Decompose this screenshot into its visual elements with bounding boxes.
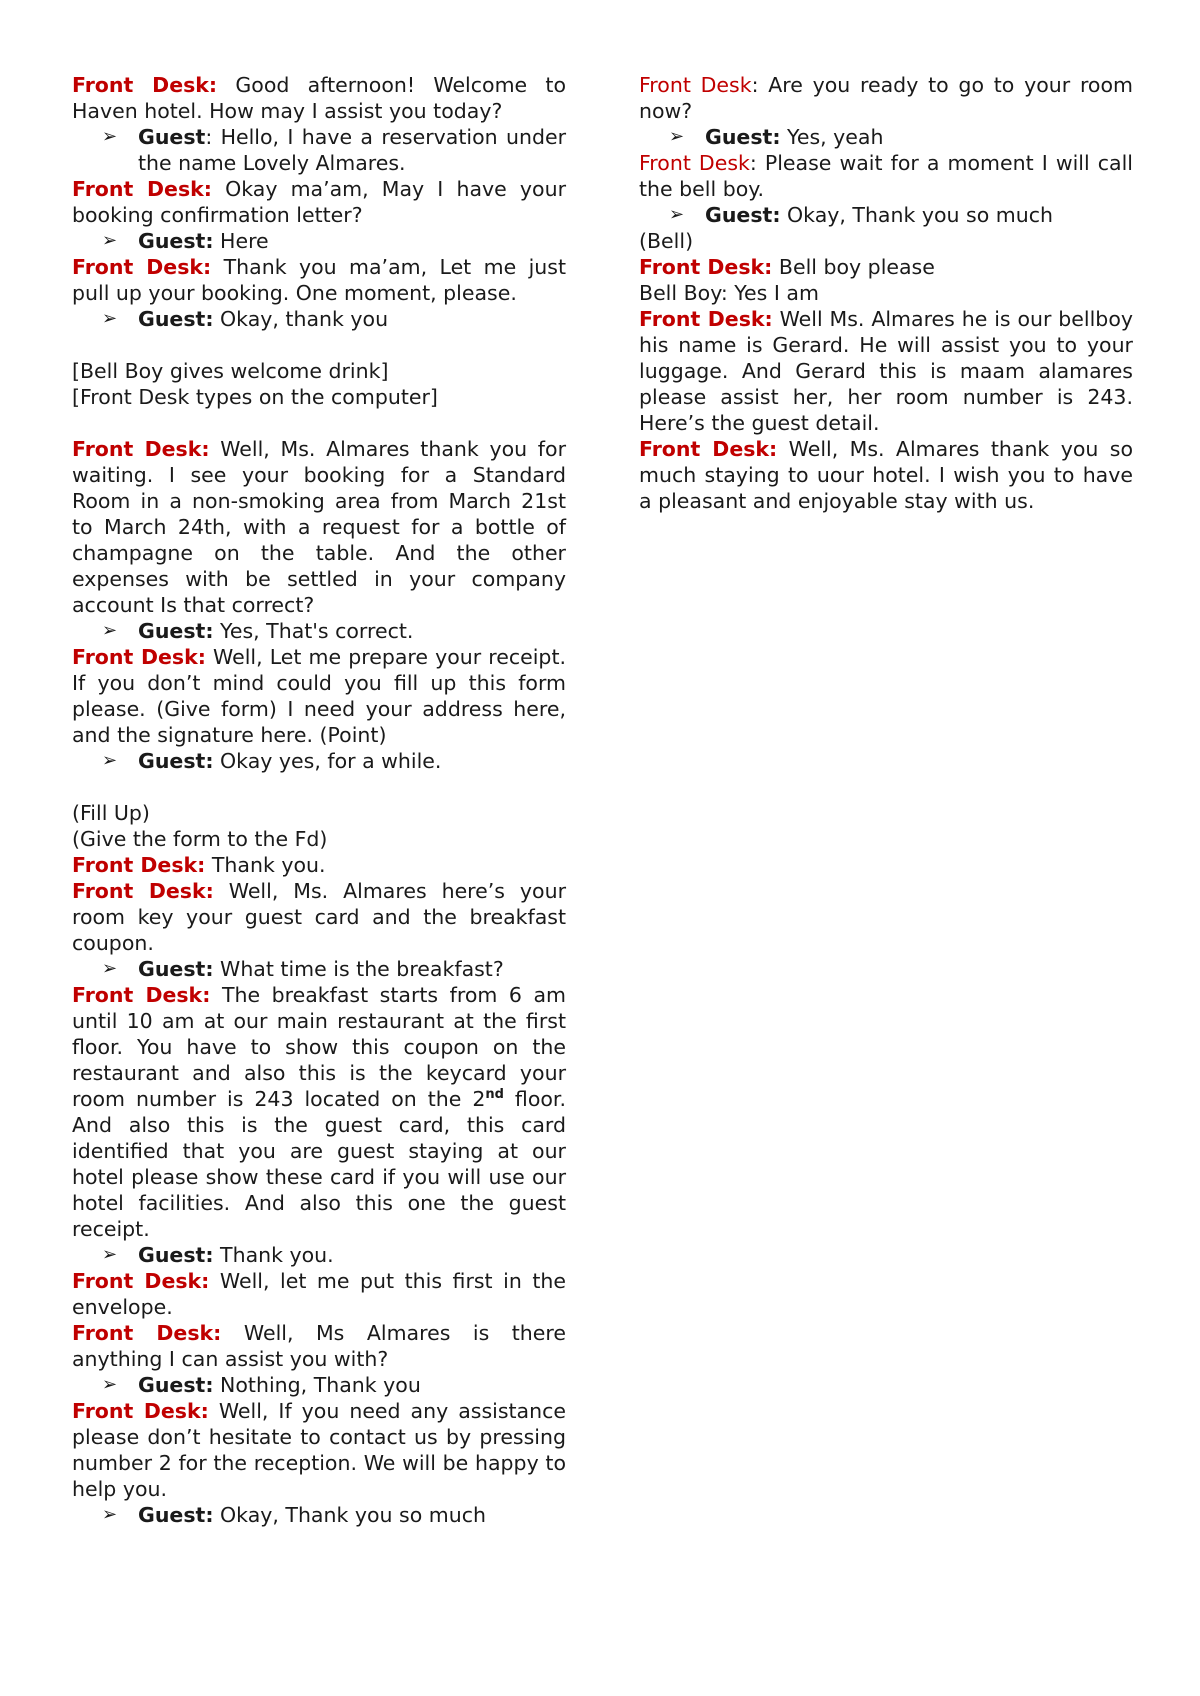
guest-line [72,1502,566,1528]
front-desk-line [639,150,1133,202]
stage-direction: Bell Boy: Yes I am [639,281,819,305]
front-desk-text: : Are you ready to go to your room now? [639,73,1133,123]
arrow-bullet-icon: ➢ [102,620,118,641]
front-desk-line [72,1320,566,1372]
guest-text: : Hello, I have a reservation under the name Lovely Almares. [138,125,566,175]
front-desk-speaker: Front Desk: [72,437,210,461]
left-column [72,72,566,1528]
guest-text: Okay, Thank you so much [213,1503,487,1527]
blank-line [72,774,566,800]
front-desk-speaker: Front Desk: [72,1399,209,1423]
front-desk-speaker: Front Desk [639,73,752,97]
front-desk-text: Well, Ms Almares is there anything I can assist you with? [72,1321,567,1371]
guest-line [72,124,566,176]
arrow-bullet-icon: ➢ [669,204,685,225]
guest-text: Okay yes, for a while. [213,749,442,773]
arrow-bullet-icon: ➢ [102,1374,118,1395]
guest-line [72,748,566,774]
stage-direction: (Fill Up) [72,801,150,825]
arrow-bullet-icon: ➢ [102,126,118,147]
front-desk-text: Thank you ma’am, Let me just pull up your booking. One moment, please. [72,255,566,305]
front-desk-text: Thank you. [205,853,326,877]
arrow-bullet-icon: ➢ [102,958,118,979]
arrow-bullet-icon: ➢ [669,126,685,147]
front-desk-speaker: Front Desk: [72,1321,222,1345]
front-desk-line [72,1398,566,1502]
front-desk-text: Bell boy please [772,255,935,279]
guest-text: Here [213,229,269,253]
front-desk-speaker: Front Desk: [72,73,218,97]
front-desk-speaker: Front Desk: [72,879,214,903]
stage-direction: [Front Desk types on the computer] [72,385,438,409]
guest-line [639,124,1133,150]
right-column [639,72,1133,514]
front-desk-line [72,852,566,878]
arrow-bullet-icon: ➢ [102,750,118,771]
arrow-bullet-icon: ➢ [102,1244,118,1265]
front-desk-speaker: Front Desk: [72,255,212,279]
front-desk-text: Good afternoon! Welcome to Haven hotel. How may I assist you today? [72,73,567,123]
guest-speaker: Guest: [138,619,214,643]
front-desk-line [639,254,1133,280]
front-desk-text: Well, Ms. Almares thank you so much staying to uour hotel. I wish you to have a pleasant and enjoyable stay with us. [639,437,1133,513]
front-desk-line [72,436,566,618]
guest-line [72,1372,566,1398]
guest-speaker: Guest: [138,1373,214,1397]
guest-speaker: Guest [138,125,206,149]
front-desk-text: The breakfast starts from 6 am until 10 am at our main restaurant at the first floor. You have to show this coupon on the restaurant and also this is the keycard your room number is 243 located on the 2 [72,983,567,1111]
front-desk-line [639,306,1133,436]
guest-text: Nothing, Thank you [213,1373,421,1397]
front-desk-line [72,1268,566,1320]
guest-line [72,1242,566,1268]
ordinal-suffix: nd [485,1087,504,1103]
guest-speaker: Guest: [138,229,214,253]
guest-speaker: Guest: [705,125,781,149]
guest-text: Yes, yeah [780,125,884,149]
front-desk-line [72,254,566,306]
front-desk-line [72,176,566,228]
front-desk-speaker: Front Desk: [72,645,206,669]
guest-text: Yes, That's correct. [213,619,414,643]
front-desk-line [72,72,566,124]
front-desk-speaker: Front Desk: [72,983,211,1007]
guest-speaker: Guest: [138,1503,214,1527]
guest-text: Okay, Thank you so much [780,203,1054,227]
arrow-bullet-icon: ➢ [102,308,118,329]
guest-line [72,618,566,644]
guest-text: Okay, thank you [213,307,389,331]
guest-speaker: Guest: [138,749,214,773]
stage-direction: (Bell) [639,229,694,253]
guest-text: What time is the breakfast? [213,957,504,981]
front-desk-speaker: Front Desk: [72,853,206,877]
guest-speaker: Guest: [138,957,214,981]
arrow-bullet-icon: ➢ [102,1504,118,1525]
front-desk-text: Well, Ms. Almares thank you for waiting. I see your booking for a Standard Room in a non-smoking area from March 21st to March 24th, with a request for a bottle of champagne on the table. And the other expenses with be settled in your company account Is that correct? [72,437,566,617]
front-desk-text: : Please wait for a moment I will call the bell boy. [639,151,1133,201]
front-desk-text: Okay ma’am, May I have your booking confirmation letter? [72,177,566,227]
front-desk-text: Well, Let me prepare your receipt. If you don’t mind could you fill up this form please. (Give form) I need your address here, and the signature here. (Point) [72,645,566,747]
stage-direction: [Bell Boy gives welcome drink] [72,359,389,383]
arrow-bullet-icon: ➢ [102,230,118,251]
guest-speaker: Guest: [138,1243,214,1267]
front-desk-line [72,644,566,748]
front-desk-text-cont: floor. And also this is the guest card, this card identified that you are guest staying at our hotel please show these card if you will use our hotel facilities. And also this one the guest receipt. [72,1087,566,1241]
front-desk-text: Well, let me put this first in the envelope. [72,1269,566,1319]
front-desk-speaker: Front Desk: [639,255,773,279]
guest-line [72,228,566,254]
front-desk-line [639,436,1133,514]
front-desk-line [72,878,566,956]
blank-line [72,332,566,358]
stage-direction: (Give the form to the Fd) [72,827,328,851]
front-desk-text: Well, Ms. Almares here’s your room key your guest card and the breakfast coupon. [72,879,567,955]
front-desk-speaker: Front Desk: [639,307,773,331]
guest-line [72,956,566,982]
guest-text: Thank you. [213,1243,334,1267]
front-desk-speaker: Front Desk: [72,177,212,201]
front-desk-speaker: Front Desk [639,151,750,175]
blank-line [72,410,566,436]
front-desk-speaker: Front Desk: [639,437,778,461]
guest-line [639,202,1133,228]
guest-speaker: Guest: [138,307,214,331]
front-desk-speaker: Front Desk: [72,1269,210,1293]
front-desk-line [72,982,566,1242]
front-desk-line [639,72,1133,124]
front-desk-text: Well Ms. Almares he is our bellboy his name is Gerard. He will assist you to your luggage. And Gerard this is maam alamares please assist her, her room number is 243. Here’s the guest detail. [639,307,1133,435]
guest-line [72,306,566,332]
front-desk-text: Well, If you need any assistance please don’t hesitate to contact us by pressing number 2 for the reception. We will be happy to help you. [72,1399,566,1501]
guest-speaker: Guest: [705,203,781,227]
